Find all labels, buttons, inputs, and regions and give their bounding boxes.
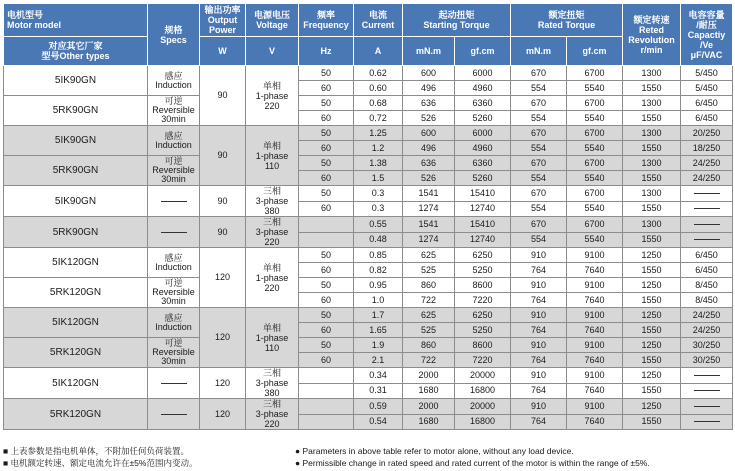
starting-torque-gfcm: 5250 <box>455 323 511 338</box>
model-spec: 感应 Induction <box>148 308 200 338</box>
table-row <box>4 278 733 293</box>
rated-torque-gfcm: 9100 <box>567 248 623 263</box>
starting-torque-mnm: 1541 <box>403 186 455 202</box>
header-frequency: 频率 Frequency <box>299 4 354 37</box>
rated-torque-gfcm: 7640 <box>567 383 623 399</box>
model-spec <box>148 186 200 217</box>
starting-torque-gfcm: 7220 <box>455 293 511 308</box>
model-name: 5IK120GN <box>4 248 148 278</box>
rated-torque-mnm: 554 <box>511 141 567 156</box>
capacitor: 24/250 <box>681 308 733 323</box>
model-spec: 可逆 Reversible 30min <box>148 96 200 126</box>
rated-revolution: 1250 <box>623 368 681 384</box>
frequency: 60 <box>299 353 354 368</box>
output-power: 90 <box>200 217 246 248</box>
current: 0.31 <box>354 383 403 399</box>
starting-torque-gfcm: 12740 <box>455 201 511 217</box>
starting-torque-gfcm: 15410 <box>455 217 511 233</box>
model-spec: 可逆 Reversible 30min <box>148 278 200 308</box>
frequency <box>299 414 354 430</box>
header-rated-torque: 额定扭矩 Rated Torque <box>511 4 623 37</box>
dash-mark <box>161 414 187 415</box>
rated-torque-mnm: 764 <box>511 383 567 399</box>
starting-torque-mnm: 636 <box>403 156 455 171</box>
rated-revolution: 1250 <box>623 308 681 323</box>
table-row <box>4 186 733 202</box>
model-spec: 可逆 Reversible 30min <box>148 338 200 368</box>
starting-torque-mnm: 525 <box>403 323 455 338</box>
dash-mark <box>694 406 720 407</box>
rated-revolution: 1300 <box>623 186 681 202</box>
frequency: 60 <box>299 171 354 186</box>
starting-torque-mnm: 1680 <box>403 383 455 399</box>
rated-torque-mnm: 554 <box>511 201 567 217</box>
table-row <box>4 126 733 141</box>
capacitor <box>681 368 733 384</box>
rated-torque-gfcm: 7640 <box>567 263 623 278</box>
current: 0.55 <box>354 217 403 233</box>
rated-torque-mnm: 670 <box>511 96 567 111</box>
header-torque-unit: gf.cm <box>455 37 511 66</box>
rated-torque-mnm: 910 <box>511 338 567 353</box>
rated-torque-mnm: 764 <box>511 323 567 338</box>
capacitor: 8/450 <box>681 293 733 308</box>
rated-torque-gfcm: 5540 <box>567 111 623 126</box>
header-current-unit: A <box>354 37 403 66</box>
rated-torque-gfcm: 6700 <box>567 66 623 81</box>
rated-torque-mnm: 910 <box>511 368 567 384</box>
rated-torque-mnm: 910 <box>511 308 567 323</box>
starting-torque-mnm: 1541 <box>403 217 455 233</box>
model-name: 5IK90GN <box>4 66 148 96</box>
rated-torque-gfcm: 9100 <box>567 308 623 323</box>
header-starting-torque: 起动扭矩 Starting Torque <box>403 4 511 37</box>
rated-torque-gfcm: 9100 <box>567 338 623 353</box>
starting-torque-gfcm: 5260 <box>455 111 511 126</box>
supply-voltage: 三相 3-phase 220 <box>246 399 299 430</box>
frequency: 60 <box>299 263 354 278</box>
model-name: 5IK90GN <box>4 126 148 156</box>
rated-torque-mnm: 910 <box>511 248 567 263</box>
rated-revolution: 1250 <box>623 248 681 263</box>
dash-mark <box>694 390 720 391</box>
model-spec: 感应 Induction <box>148 66 200 96</box>
frequency: 50 <box>299 186 354 202</box>
starting-torque-gfcm: 15410 <box>455 186 511 202</box>
starting-torque-gfcm: 6250 <box>455 308 511 323</box>
current: 0.60 <box>354 81 403 96</box>
dash-mark <box>161 383 187 384</box>
capacitor: 20/250 <box>681 126 733 141</box>
dash-mark <box>161 232 187 233</box>
supply-voltage: 三相 3-phase 220 <box>246 217 299 248</box>
header-capacity: 电容容量 /耐压 Capactiy /Ve μF/VAC <box>681 4 733 66</box>
frequency: 50 <box>299 156 354 171</box>
frequency: 50 <box>299 96 354 111</box>
model-name: 5RK120GN <box>4 278 148 308</box>
rated-torque-gfcm: 5540 <box>567 232 623 248</box>
rated-torque-gfcm: 6700 <box>567 156 623 171</box>
supply-voltage: 单相 1-phase 220 <box>246 66 299 126</box>
header-other-types: 对应其它厂家 型号Other types <box>4 37 148 66</box>
dash-mark <box>161 201 187 202</box>
frequency: 50 <box>299 126 354 141</box>
rated-torque-gfcm: 7640 <box>567 414 623 430</box>
frequency: 60 <box>299 201 354 217</box>
starting-torque-mnm: 860 <box>403 338 455 353</box>
header-torque-unit: gf.cm <box>567 37 623 66</box>
rated-torque-gfcm: 9100 <box>567 278 623 293</box>
rated-revolution: 1550 <box>623 353 681 368</box>
starting-torque-gfcm: 20000 <box>455 399 511 415</box>
current: 0.85 <box>354 248 403 263</box>
frequency: 60 <box>299 323 354 338</box>
rated-torque-mnm: 764 <box>511 353 567 368</box>
starting-torque-mnm: 1274 <box>403 232 455 248</box>
output-power: 120 <box>200 248 246 308</box>
rated-torque-gfcm: 5540 <box>567 201 623 217</box>
capacitor <box>681 186 733 202</box>
starting-torque-gfcm: 5250 <box>455 263 511 278</box>
rated-revolution: 1550 <box>623 141 681 156</box>
frequency <box>299 383 354 399</box>
current: 0.72 <box>354 111 403 126</box>
supply-voltage: 单相 1-phase 110 <box>246 308 299 368</box>
supply-voltage: 三相 3-phase 380 <box>246 186 299 217</box>
rated-torque-mnm: 910 <box>511 278 567 293</box>
dash-mark <box>694 193 720 194</box>
current: 0.62 <box>354 66 403 81</box>
capacitor <box>681 201 733 217</box>
rated-revolution: 1300 <box>623 156 681 171</box>
frequency: 60 <box>299 141 354 156</box>
capacitor: 6/450 <box>681 111 733 126</box>
rated-revolution: 1550 <box>623 81 681 96</box>
current: 0.95 <box>354 278 403 293</box>
current: 0.54 <box>354 414 403 430</box>
header-frequency-unit: Hz <box>299 37 354 66</box>
rated-torque-gfcm: 9100 <box>567 399 623 415</box>
rated-revolution: 1300 <box>623 96 681 111</box>
starting-torque-mnm: 2000 <box>403 399 455 415</box>
starting-torque-gfcm: 7220 <box>455 353 511 368</box>
starting-torque-gfcm: 6000 <box>455 66 511 81</box>
dash-mark <box>694 375 720 376</box>
current: 1.9 <box>354 338 403 353</box>
starting-torque-gfcm: 6000 <box>455 126 511 141</box>
capacitor <box>681 232 733 248</box>
model-name: 5IK120GN <box>4 308 148 338</box>
rated-torque-mnm: 910 <box>511 399 567 415</box>
capacitor: 24/250 <box>681 156 733 171</box>
current: 0.48 <box>354 232 403 248</box>
model-name: 5RK90GN <box>4 156 148 186</box>
rated-revolution: 1550 <box>623 201 681 217</box>
rated-torque-mnm: 554 <box>511 232 567 248</box>
current: 1.5 <box>354 171 403 186</box>
header-power-unit: W <box>200 37 246 66</box>
starting-torque-mnm: 526 <box>403 111 455 126</box>
rated-revolution: 1550 <box>623 323 681 338</box>
starting-torque-mnm: 636 <box>403 96 455 111</box>
frequency: 60 <box>299 111 354 126</box>
starting-torque-gfcm: 8600 <box>455 338 511 353</box>
starting-torque-mnm: 722 <box>403 293 455 308</box>
starting-torque-mnm: 1680 <box>403 414 455 430</box>
frequency <box>299 217 354 233</box>
model-spec: 感应 Induction <box>148 248 200 278</box>
rated-torque-gfcm: 7640 <box>567 353 623 368</box>
rated-torque-mnm: 764 <box>511 414 567 430</box>
frequency: 50 <box>299 308 354 323</box>
frequency: 60 <box>299 81 354 96</box>
model-name: 5RK120GN <box>4 338 148 368</box>
model-name: 5IK90GN <box>4 186 148 217</box>
rated-torque-mnm: 670 <box>511 186 567 202</box>
dash-mark <box>694 421 720 422</box>
rated-torque-gfcm: 5540 <box>567 141 623 156</box>
capacitor: 6/450 <box>681 96 733 111</box>
capacitor <box>681 399 733 415</box>
motor-spec-table <box>3 3 733 430</box>
frequency: 50 <box>299 278 354 293</box>
table-row <box>4 399 733 415</box>
rated-revolution: 1550 <box>623 111 681 126</box>
header-voltage-unit: V <box>246 37 299 66</box>
rated-revolution: 1550 <box>623 383 681 399</box>
model-name: 5RK90GN <box>4 217 148 248</box>
motor-spec-sheet <box>3 3 732 430</box>
table-row <box>4 308 733 323</box>
header-torque-unit: mN.m <box>511 37 567 66</box>
table-row <box>4 96 733 111</box>
table-row <box>4 66 733 81</box>
header-rated-revolution: 额定转速 Reted Revolution r/min <box>623 4 681 66</box>
starting-torque-mnm: 600 <box>403 66 455 81</box>
starting-torque-mnm: 625 <box>403 248 455 263</box>
dash-mark <box>694 208 720 209</box>
footnote-cn-2: ■ 电机额定转速、额定电流允许在±5%范围内变动。 <box>3 458 198 468</box>
capacitor: 5/450 <box>681 66 733 81</box>
header-voltage: 电源电压 Voltage <box>246 4 299 37</box>
frequency <box>299 232 354 248</box>
output-power: 120 <box>200 368 246 399</box>
rated-revolution: 1550 <box>623 263 681 278</box>
rated-torque-gfcm: 7640 <box>567 323 623 338</box>
frequency: 50 <box>299 248 354 263</box>
starting-torque-gfcm: 20000 <box>455 368 511 384</box>
current: 1.25 <box>354 126 403 141</box>
rated-revolution: 1550 <box>623 232 681 248</box>
output-power: 90 <box>200 186 246 217</box>
current: 2.1 <box>354 353 403 368</box>
table-row <box>4 368 733 384</box>
footnote-en-1: ● Parameters in above table refer to motor alone, without any load device. <box>295 446 574 456</box>
header-torque-unit: mN.m <box>403 37 455 66</box>
frequency: 50 <box>299 66 354 81</box>
rated-revolution: 1300 <box>623 126 681 141</box>
current: 0.34 <box>354 368 403 384</box>
current: 1.2 <box>354 141 403 156</box>
capacitor: 30/250 <box>681 353 733 368</box>
rated-torque-mnm: 764 <box>511 263 567 278</box>
starting-torque-mnm: 496 <box>403 81 455 96</box>
current: 1.38 <box>354 156 403 171</box>
starting-torque-mnm: 860 <box>403 278 455 293</box>
capacitor: 6/450 <box>681 248 733 263</box>
starting-torque-gfcm: 12740 <box>455 232 511 248</box>
capacitor: 6/450 <box>681 263 733 278</box>
model-name: 5RK120GN <box>4 399 148 430</box>
rated-torque-mnm: 554 <box>511 171 567 186</box>
capacitor: 8/450 <box>681 278 733 293</box>
table-row <box>4 338 733 353</box>
model-spec <box>148 368 200 399</box>
current: 0.82 <box>354 263 403 278</box>
table-row <box>4 217 733 233</box>
spec-table-body <box>4 66 733 430</box>
model-name: 5IK120GN <box>4 368 148 399</box>
rated-revolution: 1300 <box>623 217 681 233</box>
starting-torque-gfcm: 16800 <box>455 383 511 399</box>
rated-torque-mnm: 670 <box>511 66 567 81</box>
rated-torque-gfcm: 5540 <box>567 81 623 96</box>
capacitor: 24/250 <box>681 171 733 186</box>
rated-torque-gfcm: 6700 <box>567 126 623 141</box>
rated-revolution: 1550 <box>623 414 681 430</box>
capacitor <box>681 414 733 430</box>
output-power: 120 <box>200 399 246 430</box>
footnote-en-2: ● Permissible change in rated speed and rated current of the motor is within the range of ±5%. <box>295 458 650 468</box>
supply-voltage: 单相 1-phase 110 <box>246 126 299 186</box>
rated-torque-mnm: 670 <box>511 217 567 233</box>
rated-torque-mnm: 554 <box>511 81 567 96</box>
current: 0.3 <box>354 186 403 202</box>
dash-mark <box>694 239 720 240</box>
current: 0.68 <box>354 96 403 111</box>
model-name: 5RK90GN <box>4 96 148 126</box>
starting-torque-mnm: 1274 <box>403 201 455 217</box>
starting-torque-gfcm: 8600 <box>455 278 511 293</box>
dash-mark <box>694 224 720 225</box>
supply-voltage: 单相 1-phase 220 <box>246 248 299 308</box>
header-specs: 规格 Specs <box>148 4 200 66</box>
rated-torque-gfcm: 5540 <box>567 171 623 186</box>
starting-torque-mnm: 525 <box>403 263 455 278</box>
table-row <box>4 156 733 171</box>
rated-revolution: 1250 <box>623 338 681 353</box>
capacitor: 5/450 <box>681 81 733 96</box>
model-spec <box>148 217 200 248</box>
frequency: 50 <box>299 338 354 353</box>
current: 1.0 <box>354 293 403 308</box>
rated-torque-gfcm: 7640 <box>567 293 623 308</box>
output-power: 120 <box>200 308 246 368</box>
starting-torque-mnm: 722 <box>403 353 455 368</box>
capacitor <box>681 217 733 233</box>
current: 0.59 <box>354 399 403 415</box>
starting-torque-gfcm: 4960 <box>455 81 511 96</box>
capacitor <box>681 383 733 399</box>
rated-torque-gfcm: 6700 <box>567 186 623 202</box>
starting-torque-gfcm: 6360 <box>455 156 511 171</box>
footnote-cn-1: ■ 上表参数是指电机单体，不附加任何负荷装置。 <box>3 446 190 456</box>
header-current: 电流 Current <box>354 4 403 37</box>
rated-torque-mnm: 670 <box>511 156 567 171</box>
capacitor: 24/250 <box>681 323 733 338</box>
starting-torque-mnm: 2000 <box>403 368 455 384</box>
rated-torque-gfcm: 6700 <box>567 217 623 233</box>
output-power: 90 <box>200 66 246 126</box>
starting-torque-gfcm: 4960 <box>455 141 511 156</box>
supply-voltage: 三相 3-phase 380 <box>246 368 299 399</box>
model-spec <box>148 399 200 430</box>
output-power: 90 <box>200 126 246 186</box>
starting-torque-gfcm: 6360 <box>455 96 511 111</box>
starting-torque-mnm: 496 <box>403 141 455 156</box>
starting-torque-mnm: 600 <box>403 126 455 141</box>
rated-torque-mnm: 670 <box>511 126 567 141</box>
frequency <box>299 399 354 415</box>
current: 0.3 <box>354 201 403 217</box>
capacitor: 30/250 <box>681 338 733 353</box>
model-spec: 可逆 Reversible 30min <box>148 156 200 186</box>
current: 1.65 <box>354 323 403 338</box>
frequency <box>299 368 354 384</box>
header-motor-model: 电机型号 Motor model <box>4 4 148 37</box>
rated-torque-mnm: 554 <box>511 111 567 126</box>
table-row <box>4 248 733 263</box>
starting-torque-mnm: 526 <box>403 171 455 186</box>
current: 1.7 <box>354 308 403 323</box>
rated-revolution: 1550 <box>623 293 681 308</box>
rated-torque-gfcm: 9100 <box>567 368 623 384</box>
header-output-power: 输出功率 Output Power <box>200 4 246 37</box>
rated-revolution: 1550 <box>623 171 681 186</box>
rated-revolution: 1250 <box>623 399 681 415</box>
starting-torque-gfcm: 16800 <box>455 414 511 430</box>
starting-torque-gfcm: 5260 <box>455 171 511 186</box>
starting-torque-mnm: 625 <box>403 308 455 323</box>
frequency: 60 <box>299 293 354 308</box>
starting-torque-gfcm: 6250 <box>455 248 511 263</box>
capacitor: 18/250 <box>681 141 733 156</box>
footnotes <box>3 445 732 469</box>
rated-torque-mnm: 764 <box>511 293 567 308</box>
model-spec: 感应 Induction <box>148 126 200 156</box>
rated-revolution: 1250 <box>623 278 681 293</box>
rated-revolution: 1300 <box>623 66 681 81</box>
rated-torque-gfcm: 6700 <box>567 96 623 111</box>
